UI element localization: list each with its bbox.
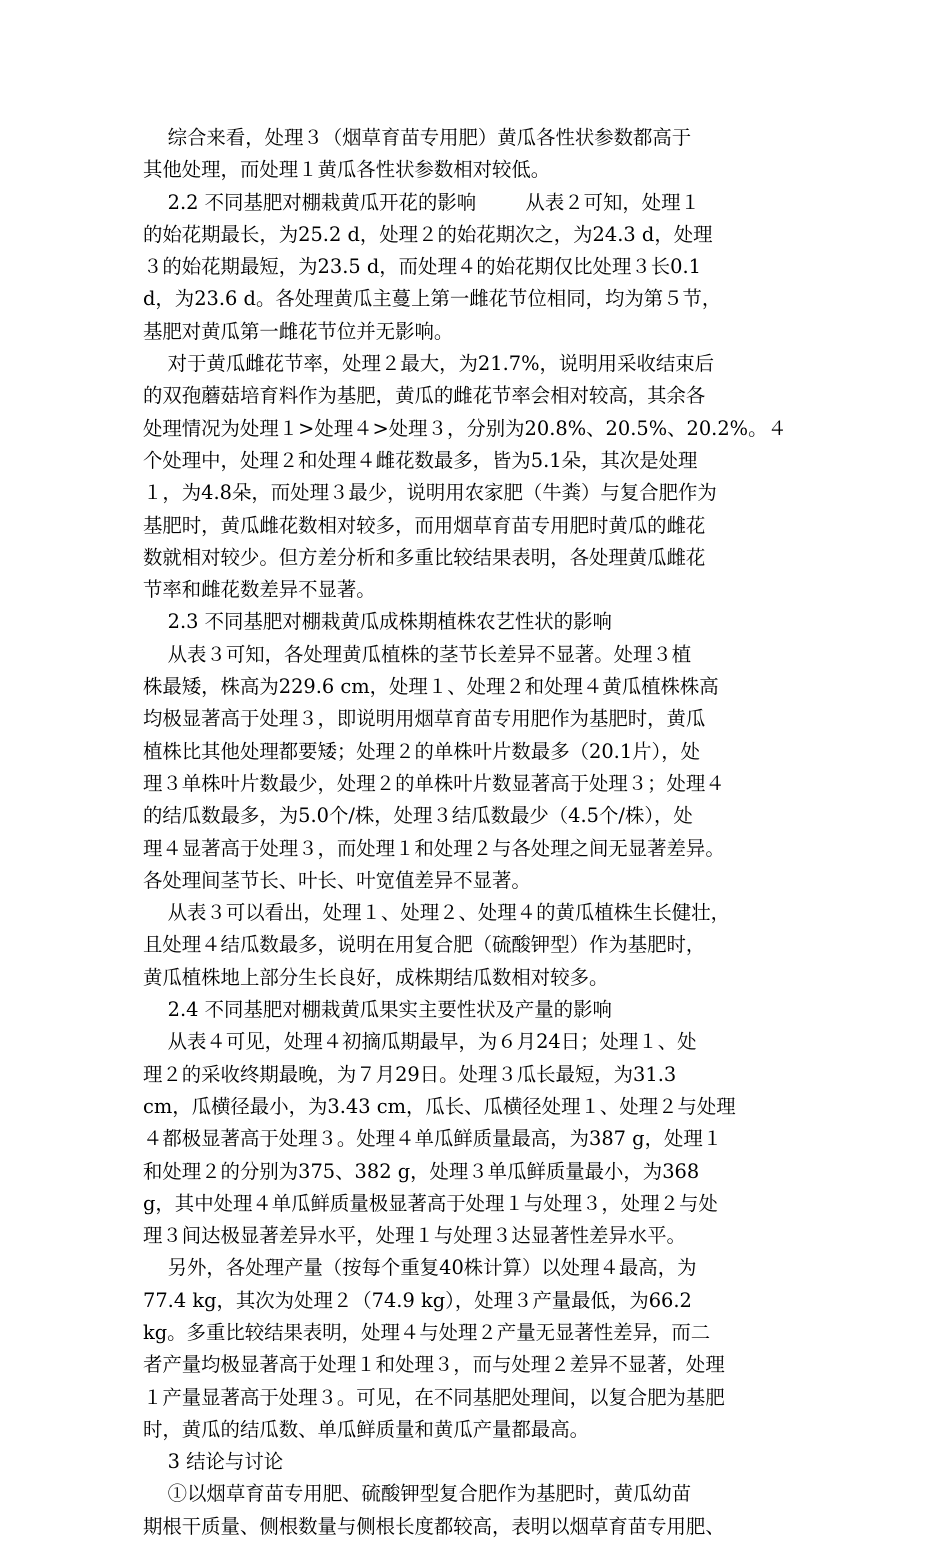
paragraph-line: 期根干质量、侧根数量与侧根长度都较高，表明以烟草育苗专用肥、 xyxy=(143,1514,725,1538)
paragraph-line: 的结瓜数最多，为5.0个/株，处理３结瓜数最少（4.5个/株），处 xyxy=(143,804,693,828)
paragraph-line: 综合来看，处理３（烟草育苗专用肥）黄瓜各性状参数都高于 xyxy=(143,126,692,149)
section-heading-2-2: 2.2 不同基肥对棚栽黄瓜开花的影响 从表２可知，处理１ xyxy=(143,190,700,214)
paragraph-line: cm，瓜横径最小，为3.43 cm，瓜长、瓜横径处理１、处理２与处理 xyxy=(143,1094,736,1118)
paragraph-line: １产量显著高于处理３。可见，在不同基肥处理间，以复合肥为基肥 xyxy=(143,1385,725,1409)
paragraph-line: 理２的采收终期最晚，为７月29日。处理３瓜长最短，为31.3 xyxy=(143,1062,677,1086)
paragraph-line: 的双孢蘑菇培育料作为基肥，黄瓜的雌花节率会相对较高，其余各 xyxy=(143,384,706,408)
section-heading-2-3: 2.3 不同基肥对棚栽黄瓜成株期植株农艺性状的影响 xyxy=(143,610,612,634)
paragraph-line: 理３单株叶片数最少，处理２的单株叶片数显著高于处理３；处理４ xyxy=(143,771,725,795)
paragraph-line: 另外，各处理产量（按每个重复40株计算）以处理４最高，为 xyxy=(143,1256,697,1280)
paragraph-line: kg。多重比较结果表明，处理４与处理２产量无显著性差异，而二 xyxy=(143,1320,711,1344)
paragraph-line: ①以烟草育苗专用肥、硫酸钾型复合肥作为基肥时，黄瓜幼苗 xyxy=(143,1482,692,1506)
paragraph-line: 理４显著高于处理３，而处理１和处理２与各处理之间无显著差异。 xyxy=(143,836,725,860)
paragraph-line: 从表４可见，处理４初摘瓜期最早，为６月24日；处理１、处 xyxy=(143,1030,697,1054)
paragraph-line: 均极显著高于处理３，即说明用烟草育苗专用肥作为基肥时，黄瓜 xyxy=(143,707,706,731)
paragraph-line: 且处理４结瓜数最多，说明在用复合肥（硫酸钾型）作为基肥时， xyxy=(143,933,706,957)
paragraph-line: 从表３可以看出，处理１、处理２、处理４的黄瓜植株生长健壮， xyxy=(143,901,730,925)
paragraph-line: 植株比其他处理都要矮；处理２的单株叶片数最多（20.1片），处 xyxy=(143,739,701,763)
paragraph-line: g，其中处理４单瓜鲜质量极显著高于处理１与处理３，处理２与处 xyxy=(143,1191,718,1215)
paragraph-line: ４都极显著高于处理３。处理４单瓜鲜质量最高，为387 g，处理１ xyxy=(143,1127,723,1151)
paragraph-line: ３的始花期最短，为23.5 d，而处理４的始花期仅比处理３长0.1 xyxy=(143,255,701,279)
paragraph-line: 的始花期最长，为25.2 d，处理２的始花期次之，为24.3 d，处理 xyxy=(143,222,713,246)
paragraph-line: 对于黄瓜雌花节率，处理２最大，为21.7%，说明用采收结束后 xyxy=(143,352,715,376)
paragraph-line: 时，黄瓜的结瓜数、单瓜鲜质量和黄瓜产量都最高。 xyxy=(143,1417,589,1441)
paragraph-line: d，为23.6 d。各处理黄瓜主蔓上第一雌花节位相同，均为第５节， xyxy=(143,287,722,311)
paragraph-line: 从表３可知，各处理黄瓜植株的茎节长差异不显著。处理３植 xyxy=(143,642,692,666)
paragraph-line: １，为4.8朵，而处理３最少，说明用农家肥（牛粪）与复合肥作为 xyxy=(143,481,717,505)
paragraph-line: 77.4 kg，其次为处理２（74.9 kg），处理３产量最低，为66.2 xyxy=(143,1288,692,1312)
paragraph-line: 基肥对黄瓜第一雌花节位并无影响。 xyxy=(143,319,454,343)
section-heading-3: 3 结论与讨论 xyxy=(143,1450,284,1474)
paragraph-line: 其他处理，而处理１黄瓜各性状参数相对较低。 xyxy=(143,158,551,182)
paragraph-line: 和处理２的分别为375、382 g，处理３单瓜鲜质量最小，为368 xyxy=(143,1159,700,1183)
paragraph-line: 者产量均极显著高于处理１和处理３，而与处理２差异不显著，处理 xyxy=(143,1353,725,1377)
paragraph-line: 个处理中，处理２和处理４雌花数最多，皆为5.1朵，其次是处理 xyxy=(143,448,698,472)
paragraph-line: 黄瓜植株地上部分生长良好，成株期结瓜数相对较多。 xyxy=(143,965,609,989)
paragraph-line: 数就相对较少。但方差分析和多重比较结果表明，各处理黄瓜雌花 xyxy=(143,545,706,569)
paragraph-line: 基肥时，黄瓜雌花数相对较多，而用烟草育苗专用肥时黄瓜的雌花 xyxy=(143,513,706,537)
paragraph-line: 理３间达极显著差异水平，处理１与处理３达显著性差异水平。 xyxy=(143,1224,686,1248)
section-heading-2-4: 2.4 不同基肥对棚栽黄瓜果实主要性状及产量的影响 xyxy=(143,998,612,1022)
paragraph-line: 节率和雌花数差异不显著。 xyxy=(143,578,376,602)
paragraph-line: 各处理间茎节长、叶长、叶宽值差异不显著。 xyxy=(143,868,531,892)
paragraph-line: 处理情况为处理１>处理４>处理３，分别为20.8%、20.5%、20.2%。４ xyxy=(143,416,787,440)
paragraph-line: 株最矮，株高为229.6 cm，处理１、处理２和处理４黄瓜植株株高 xyxy=(143,675,719,699)
document-body xyxy=(143,122,806,1543)
